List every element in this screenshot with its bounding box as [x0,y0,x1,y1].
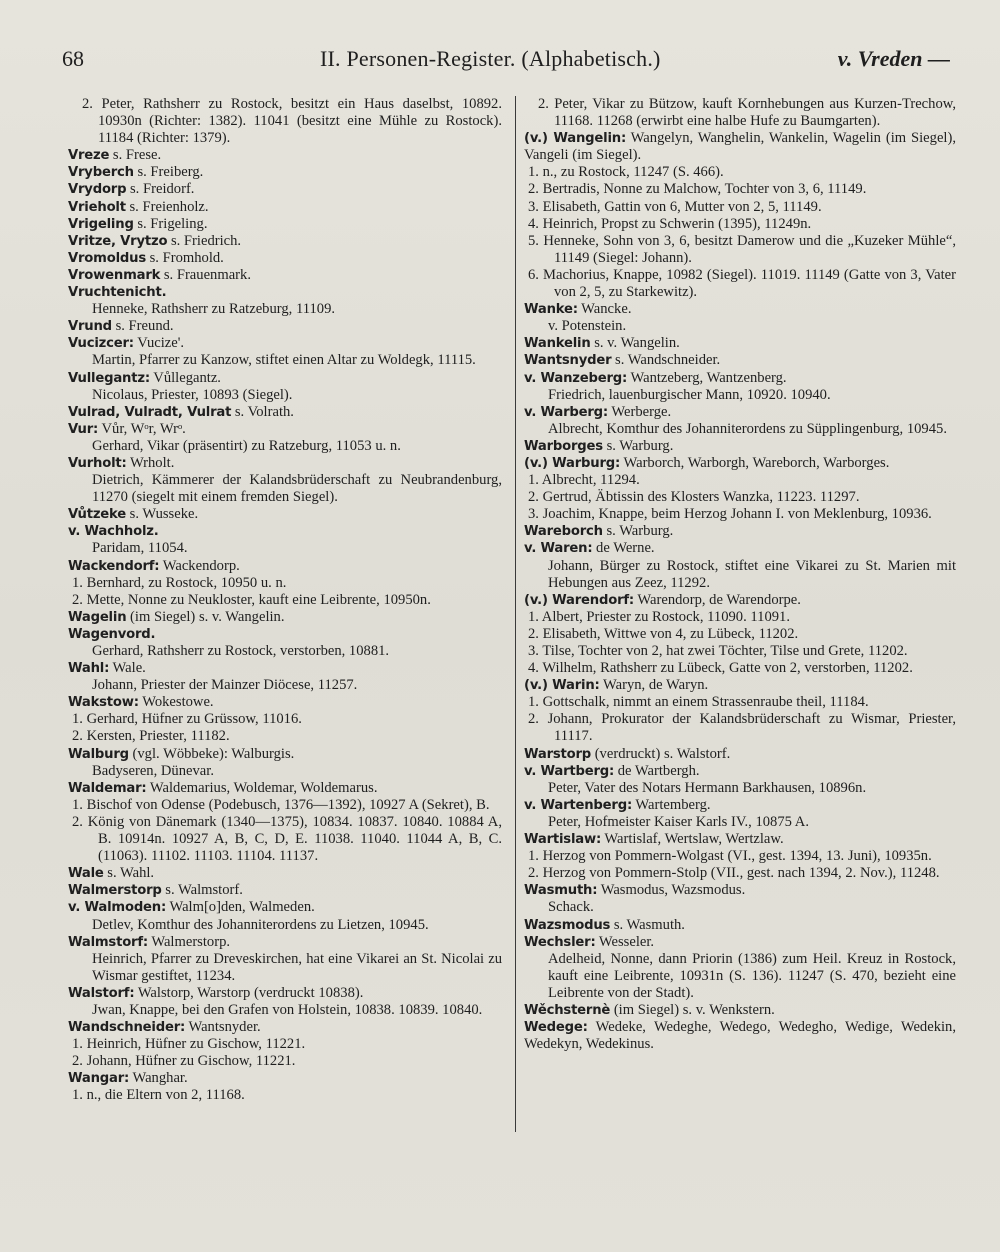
numbered-subentry: 1. n., die Eltern von 2, 11168. [72,1087,245,1104]
entry-headword: Walstorf: [68,985,135,1001]
entry-headword: Vruchtenicht. [68,285,167,301]
entry-headword: Wandschneider: [68,1020,186,1036]
entry-reference: Wrholt. [126,454,175,471]
entry-reference: s. Wahl. [103,865,155,882]
entry-reference: s. Warburg. [602,523,674,540]
entry-headword: Wantsnyder [524,353,612,369]
entry-headword: Walmerstorp [68,883,162,899]
register-entry [524,404,956,421]
entry-headword: Wedege: [524,1020,588,1036]
entry-detail: Jwan, Knappe, bei den Grafen von Holstein, 10838. 10839. 10840. [92,1001,483,1018]
entry-detail: Nicolaus, Priester, 10893 (Siegel). [92,386,293,403]
register-entry [68,882,502,899]
entry-headword: Wale [68,866,104,882]
numbered-subentry: 1. Heinrich, Hüfner zu Gischow, 11221. [72,1036,306,1053]
entry-reference: s. v. Wangelin. [590,335,680,352]
entry-headword: (v.) Warendorf: [524,592,635,608]
register-entry [68,660,502,677]
entry-headword: Wagelin [68,609,127,625]
register-entry [68,318,502,335]
numbered-subentry: 1. Albert, Priester zu Rostock, 11090. 11091. [528,608,790,625]
entry-reference: (im Siegel) s. v. Wangelin. [126,608,285,625]
register-entry [68,780,502,797]
entry-detail: Henneke, Rathsherr zu Ratzeburg, 11109. [92,301,336,318]
entry-reference: Wesseler. [595,933,655,950]
entry-headword: Wangar: [68,1071,130,1087]
register-entry [68,609,502,626]
column-divider [515,96,516,1132]
entry-headword: Walmstorf: [68,934,148,950]
entry-headword: Wartislaw: [524,832,602,848]
numbered-subentry: 1. Herzog von Pommern-Wolgast (VI., gest. 1394, 13. Juni), 10935n. [528,848,932,865]
entry-headword: v. Wanzeberg: [524,370,628,386]
entry-detail: Peter, Vater des Notars Hermann Barkhausen, 10896n. [548,779,867,796]
register-entry [68,1070,502,1087]
numbered-subentry: 2. Elisabeth, Wittwe von 4, zu Lübeck, 11202. [528,625,799,642]
entry-headword: Vur: [68,421,99,437]
entry-reference: s. Frigeling. [133,215,208,232]
entry-detail: Gerhard, Vikar (präsentirt) zu Ratzeburg, 11053 u. n. [92,437,401,454]
register-entry [68,523,502,540]
entry-reference: s. Freiberg. [133,164,204,181]
register-entry [524,934,956,951]
entry-headword: Vrowenmark [68,267,161,283]
register-entry [68,506,502,523]
register-entry [524,130,956,164]
register-entry [524,831,956,848]
entry-reference: s. Wasmuth. [610,916,685,933]
register-entry [524,882,956,899]
entry-reference: Wanghar. [129,1070,188,1087]
numbered-subentry: 2. Johann, Hüfner zu Gischow, 11221. [72,1053,296,1070]
register-entry [68,250,502,267]
entry-headword: Vromoldus [68,250,146,266]
register-entry [68,694,502,711]
register-entry [524,301,956,318]
numbered-subentry: 1. Gottschalk, nimmt an einem Strassenraube theil, 11184. [528,694,869,711]
register-entry [524,540,956,557]
register-entry [524,455,956,472]
numbered-subentry: 2. Gertrud, Äbtissin des Klosters Wanzka, 11223. 11297. [528,489,860,506]
numbered-subentry: 1. Albrecht, 11294. [528,472,640,489]
register-entry [524,370,956,387]
entry-reference: Wedeke, Wedeghe, Wedego, Wedegho, Wedige, Wedekin, Wedekyn, Wedekinus. [524,1019,956,1053]
entry-reference: Vůr, Wᵒr, Wrᵒ. [98,420,186,437]
register-entry [68,865,502,882]
entry-reference: s. Wandschneider. [611,352,721,369]
entry-detail: Johann, Priester der Mainzer Diöcese, 11257. [92,677,358,694]
register-entry [68,164,502,181]
entry-reference: Wantsnyder. [185,1019,261,1036]
entry-detail: Friedrich, lauenburgischer Mann, 10920. 10940. [548,386,831,403]
entry-reference: Walmerstorp. [147,933,231,950]
entry-reference: de Wartbergh. [614,762,700,779]
register-entry [68,216,502,233]
register-entry [68,558,502,575]
register-entry [524,917,956,934]
register-entry [524,438,956,455]
register-entry [68,404,502,421]
entry-reference: (verdruckt) s. Walstorf. [591,745,731,762]
entry-detail: Heinrich, Pfarrer zu Dreveskirchen, hat eine Vikarei an St. Nicolai zu Wismar gestiftet, 11234. [92,950,502,984]
entry-headword: Vreze [68,148,110,164]
entry-headword: v. Wachholz. [68,524,159,540]
entry-headword: v. Warberg: [524,404,609,420]
entry-headword: Wagenvord. [68,626,156,642]
numbered-subentry: 2. Kersten, Priester, 11182. [72,728,230,745]
register-entry [524,746,956,763]
entry-headword: Vrigeling [68,216,134,232]
numbered-subentry: 2. Mette, Nonne zu Neukloster, kauft eine Leibrente, 10950n. [72,591,431,608]
entry-reference: s. Fromhold. [145,249,224,266]
register-entry [68,934,502,951]
entry-reference: s. Freund. [111,318,174,335]
entry-reference: (vgl. Wöbbeke): Walburgis. [128,745,295,762]
numbered-subentry: 2. König von Dänemark (1340—1375), 10834. 10837. 10840. 10884 A, B. 10914n. 10927 A, B, C, D, E. 11038. 11040. 11044 A, B, C. (11063). 11102. 11103. 11104. 11137. [72,813,502,865]
numbered-subentry: 3. Tilse, Tochter von 2, hat zwei Töchter, Tilse und Grete, 11202. [528,643,908,659]
entry-reference: (im Siegel) s. v. Wenkstern. [610,1001,775,1018]
entry-headword: v. Walmoden: [68,900,167,916]
register-entry [524,1019,956,1053]
entry-headword: (v.) Warin: [524,678,600,694]
numbered-subentry: 1. n., zu Rostock, 11247 (S. 466). [528,164,724,181]
continued-subentry: 2. Peter, Rathsherr zu Rostock, besitzt ein Haus daselbst, 10892. 10930n (Richter: 1382). 11041 (besitzt eine Mühle zu Rostock). 11184 (Richter: 1379). [82,96,502,147]
entry-reference: Wale. [109,660,146,677]
entry-reference: Vucize'. [133,335,184,352]
entry-headword: Vucizcer: [68,336,134,352]
entry-headword: Wasmuth: [524,883,598,899]
entry-detail: Gerhard, Rathsherr zu Rostock, verstorben, 10881. [92,643,390,659]
register-entry [68,284,502,301]
entry-reference: s. Warburg. [602,437,674,454]
register-entry [68,267,502,284]
entry-reference: s. Frauenmark. [160,266,251,283]
entry-headword: Vrund [68,319,112,335]
register-entry [524,1002,956,1019]
entry-reference: Walm[o]den, Walmeden. [166,899,315,916]
entry-reference: Warendorp, de Warendorpe. [634,591,801,608]
register-entry [524,677,956,694]
entry-headword: Wahl: [68,661,110,677]
entry-detail: Dietrich, Kämmerer der Kalandsbrüderschaft zu Neubrandenburg, 11270 (siegelt mit einem fremden Siegel). [92,472,502,506]
entry-reference: s. Volrath. [231,403,294,420]
register-entry [68,370,502,387]
entry-headword: Warstorp [524,746,592,762]
entry-reference: Wokestowe. [138,694,214,711]
register-entry [68,985,502,1002]
entry-headword: Vritze, Vrytzo [68,233,168,249]
entry-headword: Wankelin [524,336,591,352]
entry-reference: Wartislaf, Wertslaw, Wertzlaw. [601,831,784,848]
page-header [62,44,952,78]
entry-reference: s. Friedrich. [167,232,242,249]
entry-headword: Walburg [68,746,129,762]
register-entry [524,797,956,814]
numbered-subentry: 4. Heinrich, Propst zu Schwerin (1395), 11249n. [528,215,812,232]
entry-headword: Vryberch [68,165,134,181]
numbered-subentry: 1. Bernhard, zu Rostock, 10950 u. n. [72,574,287,591]
register-entry [524,352,956,369]
entry-reference: Wackendorp. [159,557,240,574]
numbered-subentry: 3. Elisabeth, Gattin von 6, Mutter von 2, 5, 11149. [528,198,822,215]
numbered-subentry: 5. Henneke, Sohn von 3, 6, besitzt Damerow und die „Kuzeker Mühle“, 11149 (Siegel: Johann). [528,232,956,266]
register-entry [68,1019,502,1036]
entry-headword: (v.) Wangelin: [524,131,627,147]
entry-headword: Vrieholt [68,199,126,215]
entry-headword: Wěchsternè [524,1002,611,1018]
entry-detail: v. Potenstein. [548,318,627,335]
numbered-subentry: 2. Herzog von Pommern-Stolp (VII., gest. nach 1394, 2. Nov.), 11248. [528,865,940,882]
numbered-subentry: 6. Machorius, Knappe, 10982 (Siegel). 11019. 11149 (Gatte von 3, Vater von 2, 5, zu Starkewitz). [528,266,956,301]
entry-detail: Paridam, 11054. [92,540,188,557]
entry-detail: Detlev, Komthur des Johanniterordens zu Lietzen, 10945. [92,916,429,933]
entry-headword: Warborges [524,438,603,454]
entry-detail: Badyseren, Dünevar. [92,762,214,779]
register-entry [524,335,956,352]
register-entry [68,455,502,472]
entry-reference: s. Walmstorf. [161,882,243,899]
entry-detail: Peter, Hofmeister Kaiser Karls IV., 10875 A. [548,813,809,830]
register-entry [68,626,502,643]
register-entry [524,523,956,540]
page-number: 68 [62,46,84,71]
entry-headword: Waldemar: [68,780,147,796]
running-head: v. Vreden — [837,46,950,71]
entry-headword: Vullegantz: [68,370,150,386]
register-entry [68,181,502,198]
entry-reference: Wangelyn, Wanghelin, Wankelin, Wagelin (im Siegel), Vangeli (im Siegel). [524,130,956,164]
entry-reference: s. Wusseke. [126,506,199,523]
continued-subentry: 2. Peter, Vikar zu Bützow, kauft Kornhebungen aus Kurzen-Trechow, 11168. 11268 (erwirbt eine halbe Hufe zu Baumgarten). [538,96,956,130]
entry-detail: Martin, Pfarrer zu Kanzow, stiftet einen Altar zu Woldegk, 11115. [92,352,476,369]
page-title: II. Personen-Register. (Alphabetisch.) [320,46,661,71]
entry-reference: s. Freienholz. [125,198,209,215]
register-entry [524,763,956,780]
entry-headword: Vrydorp [68,182,127,198]
entry-headword: Wechsler: [524,934,596,950]
register-entry [68,199,502,216]
right-column [524,96,956,1053]
entry-headword: Wakstow: [68,695,139,711]
entry-reference: Werberge. [608,403,672,420]
entry-reference: de Werne. [592,540,655,557]
entry-headword: v. Waren: [524,541,593,557]
entry-reference: Vůllegantz. [149,369,221,386]
left-column [68,96,502,1105]
entry-reference: Walstorp, Warstorp (verdruckt 10838). [134,984,364,1001]
register-entry [68,147,502,164]
entry-reference: Waryn, de Waryn. [599,677,709,694]
entry-headword: Wareborch [524,524,603,540]
entry-detail: Johann, Bürger zu Rostock, stiftet eine Vikarei zu St. Marien mit Hebungen aus Zeez, 11292. [548,557,956,591]
register-entry [68,899,502,916]
entry-reference: Waldemarius, Woldemar, Woldemarus. [146,779,378,796]
entry-reference: Wantzeberg, Wantzenberg. [627,369,787,386]
entry-headword: v. Wartberg: [524,763,615,779]
entry-detail: Albrecht, Komthur des Johanniterordens zu Süpplingenburg, 10945. [548,420,947,437]
entry-reference: Wasmodus, Wazsmodus. [597,882,746,899]
entry-headword: Vůtzeke [68,507,127,523]
numbered-subentry: 3. Joachim, Knappe, beim Herzog Johann I. von Meklenburg, 10936. [528,506,932,523]
entry-headword: Wazsmodus [524,917,611,933]
entry-reference: Wartemberg. [632,796,711,813]
numbered-subentry: 1. Bischof von Odense (Podebusch, 1376—1392), 10927 A (Sekret), B. [72,796,490,813]
entry-headword: (v.) Warburg: [524,455,621,471]
entry-headword: v. Wartenberg: [524,797,633,813]
register-entry [524,592,956,609]
numbered-subentry: 1. Gerhard, Hüfner zu Grüssow, 11016. [72,711,302,728]
entry-headword: Wanke: [524,302,578,318]
numbered-subentry: 4. Wilhelm, Rathsherr zu Lübeck, Gatte von 2, verstorben, 11202. [528,660,913,677]
entry-headword: Vulrad, Vulradt, Vulrat [68,404,232,420]
entry-reference: Warborch, Warborgh, Wareborch, Warborges. [620,454,890,471]
numbered-subentry: 2. Johann, Prokurator der Kalandsbrüderschaft zu Wismar, Priester, 11117. [528,711,956,745]
entry-reference: s. Freidorf. [126,181,195,198]
entry-headword: Vurholt: [68,455,127,471]
entry-reference: Wancke. [577,301,632,318]
entry-detail: Schack. [548,899,594,916]
register-entry [68,421,502,438]
register-entry [68,335,502,352]
entry-headword: Wackendorf: [68,558,160,574]
register-entry [68,233,502,250]
numbered-subentry: 2. Bertradis, Nonne zu Malchow, Tochter von 3, 6, 11149. [528,181,867,198]
register-entry [68,746,502,763]
entry-detail: Adelheid, Nonne, dann Priorin (1386) zum Heil. Kreuz in Rostock, kauft eine Leibrente, 10931n (S. 136). 11247 (S. 470, bezieht eine Leibrente von der Stadt). [548,950,956,1001]
entry-reference: s. Frese. [109,147,162,164]
